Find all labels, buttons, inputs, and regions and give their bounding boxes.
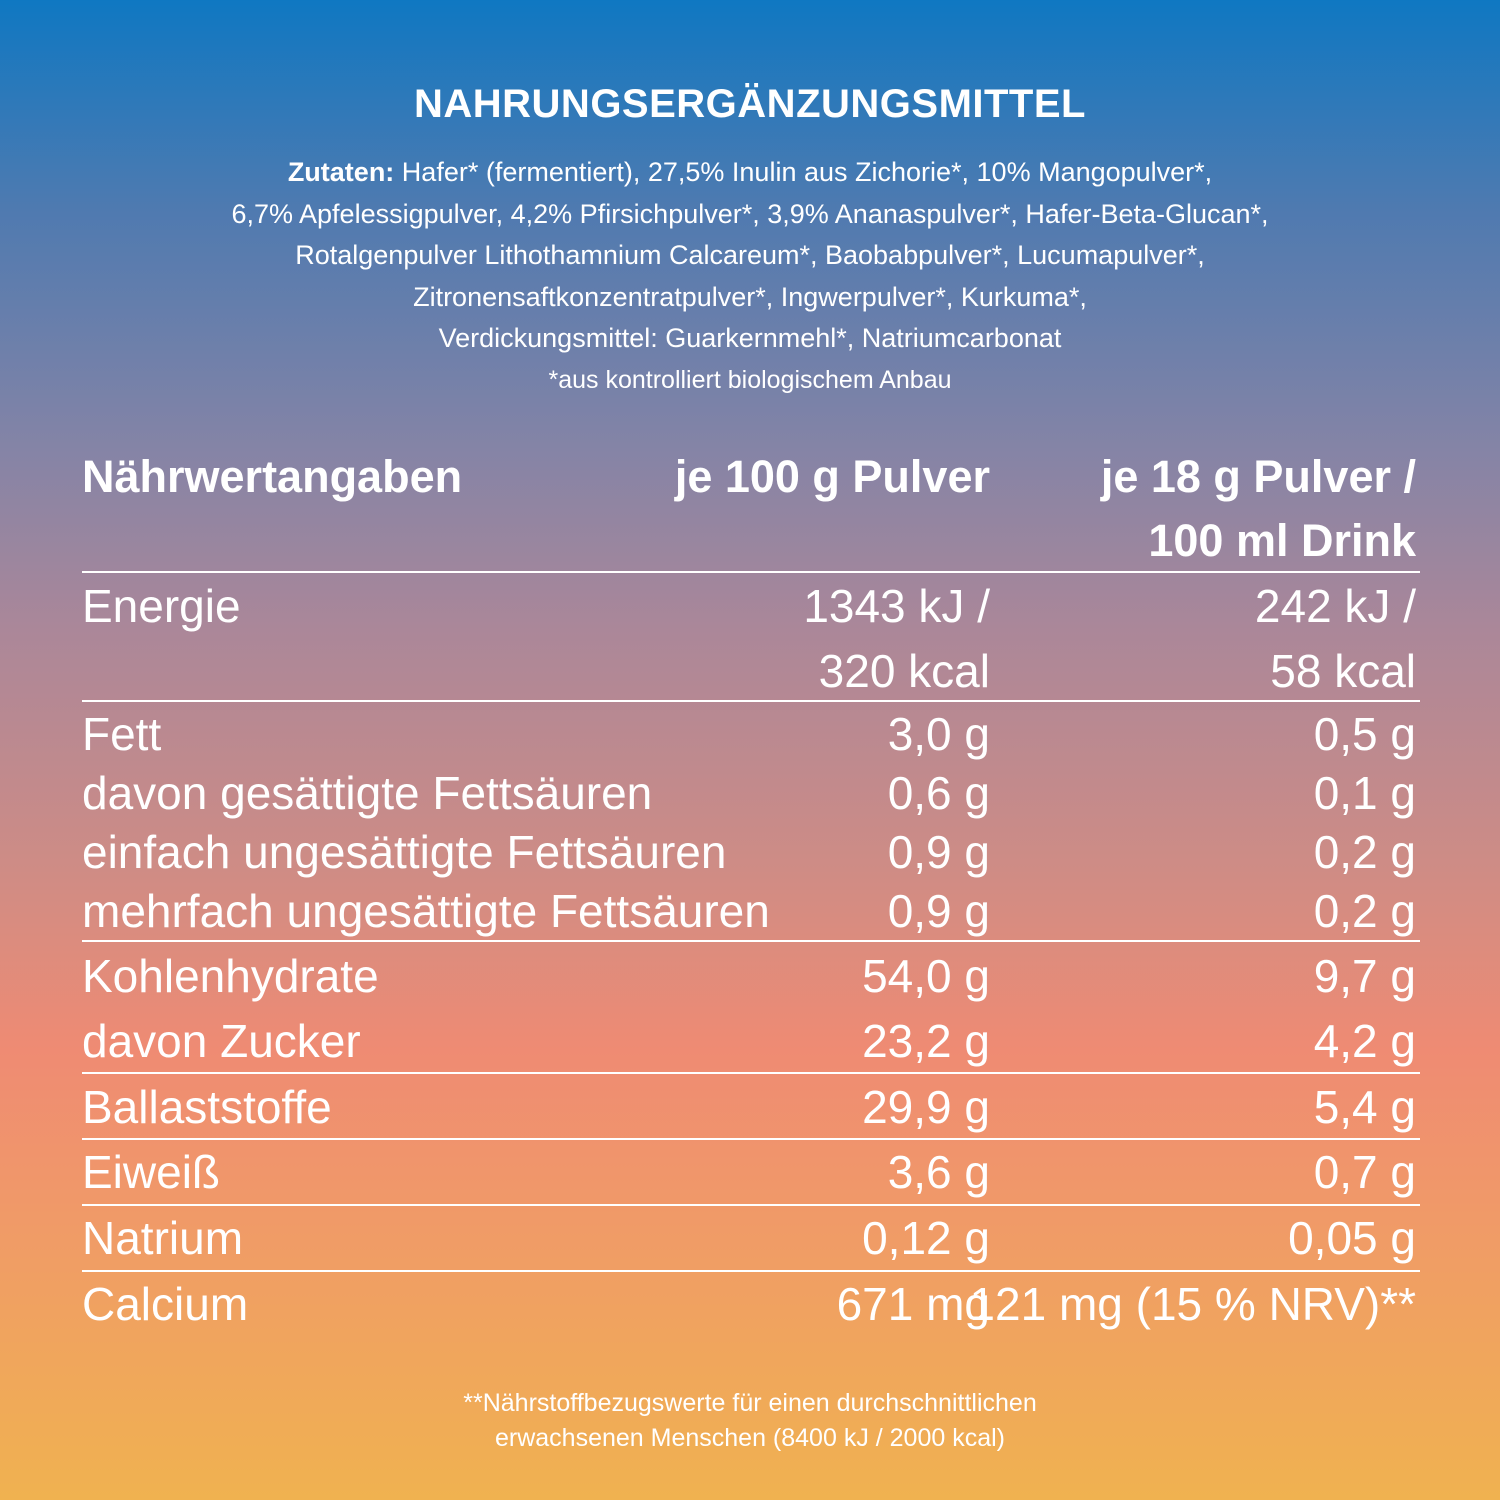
ingredients-line: Rotalgenpulver Lithothamnium Calcareum*, Baobabpulver*, Lucumapulver*, [295,240,1205,270]
table-row-natrium [82,1208,1420,1268]
value-per-100g: 3,6 g [887,1146,990,1198]
ingredients-label: Zutaten: [287,157,395,187]
value-per-portion: 0,1 g [1313,767,1416,819]
value-per-100g: 0,12 g [862,1212,990,1264]
column-header-per-100g: je 100 g Pulver [674,451,990,502]
row-label: mehrfach ungesättigte Fettsäuren [82,885,770,937]
row-label: davon gesättigte Fettsäuren [82,767,653,819]
ingredients-line: Hafer* (fermentiert), 27,5% Inulin aus Zichorie*, 10% Mangopulver*, [394,157,1213,187]
row-label: Kohlenhydrate [82,950,379,1002]
table-row-mehrfach-ungesaettigte [82,881,1420,941]
value-per-portion: 0,7 g [1313,1146,1416,1198]
value-per-100g: 320 kcal [818,645,990,697]
value-per-portion: 0,2 g [1313,885,1416,937]
value-per-portion: 0,05 g [1288,1212,1416,1264]
value-per-portion: 0,2 g [1313,826,1416,878]
table-row-zucker [82,1011,1420,1071]
table-row-gesaettigte-fettsaeuren [82,763,1420,823]
table-divider [82,1072,1420,1074]
table-divider [82,1138,1420,1140]
value-per-portion: 4,2 g [1313,1015,1416,1067]
table-divider [82,1270,1420,1272]
column-header-per-portion-line2: 100 ml Drink [1148,515,1416,566]
value-per-100g: 1343 kJ / [803,580,990,632]
value-per-100g: 54,0 g [862,950,990,1002]
nutrition-table-title: Nährwertangaben [82,451,463,502]
value-per-portion: 9,7 g [1313,950,1416,1002]
row-label: Natrium [82,1212,244,1264]
row-label: einfach ungesättigte Fettsäuren [82,826,727,878]
value-per-100g: 0,9 g [887,826,990,878]
value-per-100g: 23,2 g [862,1015,990,1067]
table-row-kohlenhydrate [82,946,1420,1006]
page-title: NAHRUNGSERGÄNZUNGSMITTEL [414,82,1086,126]
table-divider [82,1204,1420,1206]
value-per-portion: 121 mg (15 % NRV)** [969,1278,1416,1330]
table-row-ballaststoffe [82,1077,1420,1137]
table-row-energie-kcal [82,641,1420,701]
table-row-eiweiss [82,1142,1420,1202]
row-label: Energie [82,580,241,632]
row-label: davon Zucker [82,1015,361,1067]
value-per-100g: 0,9 g [887,885,990,937]
ingredients-line: Zitronensaftkonzentratpulver*, Ingwerpulver*, Kurkuma*, [413,281,1087,312]
organic-note: *aus kontrolliert biologischem Anbau [548,365,952,394]
column-header-per-portion-line1: je 18 g Pulver / [1100,451,1416,502]
nrv-footnote [0,1386,1500,1456]
value-per-100g: 3,0 g [887,708,990,760]
table-divider [82,940,1420,942]
ingredients-line: Verdickungsmittel: Guarkernmehl*, Natriumcarbonat [438,323,1062,353]
footnote-line: erwachsenen Menschen (8400 kJ / 2000 kcal) [494,1424,1005,1452]
value-per-portion: 242 kJ / [1254,580,1416,632]
column-header-per-portion [1010,445,1416,573]
value-per-100g: 29,9 g [862,1081,990,1133]
table-divider [82,571,1420,573]
row-label: Calcium [82,1278,249,1330]
footnote-line: **Nährstoffbezugswerte für einen durchschnittlichen [463,1389,1037,1417]
table-row-einfach-ungesaettigte [82,822,1420,882]
value-per-portion: 5,4 g [1313,1081,1416,1133]
row-label: Ballaststoffe [82,1081,332,1133]
row-label: Eiweiß [82,1146,221,1198]
value-per-portion: 58 kcal [1270,645,1416,697]
table-row-energie-kj [82,576,1420,636]
value-per-portion: 0,5 g [1313,708,1416,760]
table-row-calcium [82,1274,1420,1334]
row-label: Fett [82,708,162,760]
table-divider [82,700,1420,702]
ingredients-list [120,152,1380,401]
value-per-100g: 671 mg [836,1278,990,1330]
value-per-100g: 0,6 g [887,767,990,819]
table-row-fett [82,704,1420,764]
ingredients-line: 6,7% Apfelessigpulver, 4,2% Pfirsichpulver*, 3,9% Ananaspulver*, Hafer-Beta-Glucan*, [231,198,1269,229]
